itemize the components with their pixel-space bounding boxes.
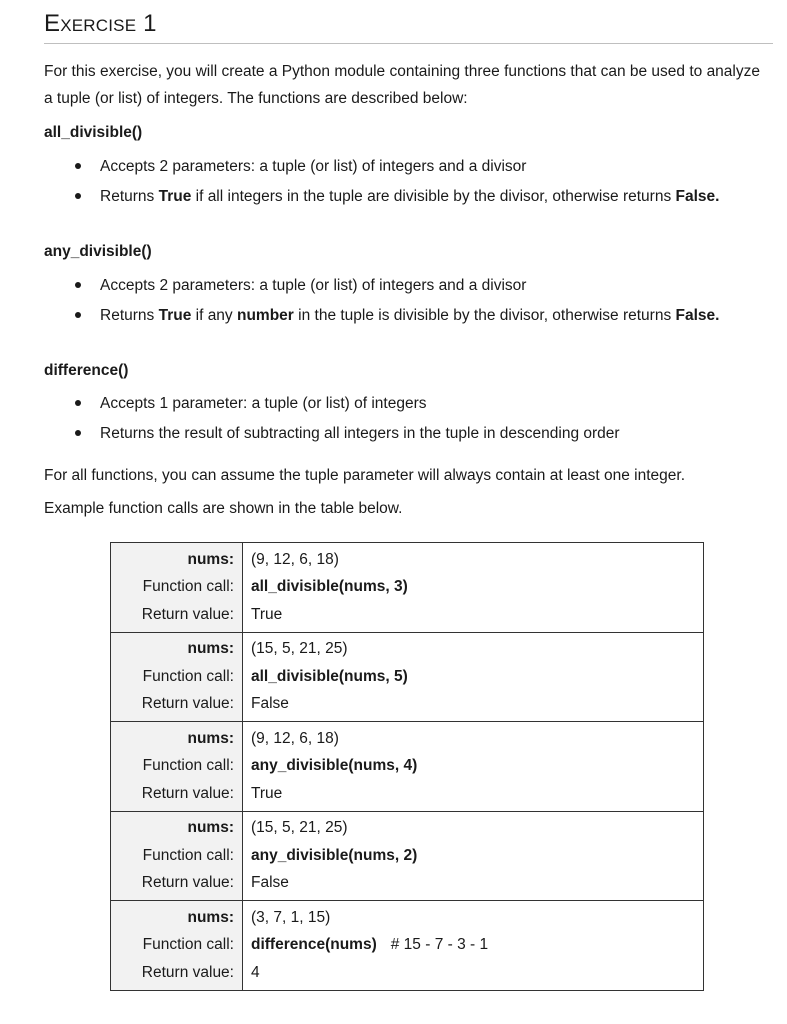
row-value	[243, 632, 704, 663]
row-label: nums:	[111, 543, 243, 574]
row-value	[243, 663, 704, 691]
value-text: True	[251, 605, 283, 623]
row-label: Function call:	[111, 753, 243, 781]
list-item: Returns True if all integers in the tuple are divisible by the divisor, otherwise returns False.	[44, 184, 764, 209]
value-text: difference(nums)	[251, 936, 377, 954]
value-text: 4	[251, 963, 260, 981]
value-text: False	[251, 695, 289, 713]
value-text: (9, 12, 6, 18)	[251, 729, 339, 747]
return-value-row	[111, 601, 704, 632]
value-text: False	[251, 874, 289, 892]
nums-row	[111, 632, 704, 663]
list-item: Accepts 1 parameter: a tuple (or list) of integers	[44, 391, 764, 416]
value-text: (15, 5, 21, 25)	[251, 640, 348, 658]
function-heading-difference: difference()	[44, 362, 129, 379]
row-label: nums:	[111, 722, 243, 753]
title-divider	[44, 43, 773, 44]
row-label: Function call:	[111, 932, 243, 960]
examples-table	[110, 542, 704, 991]
row-value	[243, 753, 704, 781]
nums-row	[111, 543, 704, 574]
row-value	[243, 959, 704, 990]
exercise-title: Exercise 1	[44, 10, 157, 37]
nums-row	[111, 722, 704, 753]
any-divisible-bullets	[44, 273, 764, 333]
row-label: nums:	[111, 632, 243, 663]
function-call-row	[111, 663, 704, 691]
row-label: Return value:	[111, 870, 243, 901]
row-label: Function call:	[111, 663, 243, 691]
value-text: (3, 7, 1, 15)	[251, 908, 331, 926]
row-label: Function call:	[111, 842, 243, 870]
nums-row	[111, 811, 704, 842]
list-item: Returns the result of subtracting all integers in the tuple in descending order	[44, 421, 764, 446]
value-text: (15, 5, 21, 25)	[251, 819, 348, 837]
row-label: Function call:	[111, 574, 243, 602]
row-value	[243, 932, 704, 960]
row-value	[243, 870, 704, 901]
return-value-row	[111, 959, 704, 990]
function-call-row	[111, 842, 704, 870]
list-item: Accepts 2 parameters: a tuple (or list) of integers and a divisor	[44, 154, 764, 179]
table-intro-note: Example function calls are shown in the table below.	[44, 500, 403, 517]
value-text: (9, 12, 6, 18)	[251, 550, 339, 568]
difference-bullets	[44, 391, 764, 451]
row-label: Return value:	[111, 959, 243, 990]
return-value-row	[111, 780, 704, 811]
value-text: any_divisible(nums, 2)	[251, 846, 418, 864]
value-text: all_divisible(nums, 5)	[251, 667, 408, 685]
row-value	[243, 722, 704, 753]
list-item: Returns True if any number in the tuple is divisible by the divisor, otherwise returns False.	[44, 303, 764, 328]
return-value-row	[111, 870, 704, 901]
return-value-row	[111, 691, 704, 722]
call-comment: # 15 - 7 - 3 - 1	[390, 936, 489, 954]
row-value	[243, 780, 704, 811]
row-value	[243, 811, 704, 842]
all-divisible-bullets	[44, 154, 764, 214]
function-heading-any-divisible: any_divisible()	[44, 243, 152, 260]
row-label: nums:	[111, 901, 243, 932]
row-label: nums:	[111, 811, 243, 842]
nums-row	[111, 901, 704, 932]
function-call-row	[111, 753, 704, 781]
assumption-note: For all functions, you can assume the tuple parameter will always contain at least one integer.	[44, 467, 686, 484]
row-value	[243, 691, 704, 722]
function-heading-all-divisible: all_divisible()	[44, 124, 143, 141]
value-text: any_divisible(nums, 4)	[251, 757, 418, 775]
function-call-row	[111, 574, 704, 602]
row-value	[243, 574, 704, 602]
row-label: Return value:	[111, 691, 243, 722]
row-label: Return value:	[111, 780, 243, 811]
value-text: all_divisible(nums, 3)	[251, 578, 408, 596]
list-item: Accepts 2 parameters: a tuple (or list) of integers and a divisor	[44, 273, 764, 298]
function-call-row	[111, 932, 704, 960]
row-label: Return value:	[111, 601, 243, 632]
intro-paragraph: For this exercise, you will create a Python module containing three functions that can be used to analyze a tuple (or list) of integers. The functions are described below:	[44, 63, 760, 107]
row-value	[243, 842, 704, 870]
row-value	[243, 543, 704, 574]
row-value	[243, 901, 704, 932]
value-text: True	[251, 784, 283, 802]
row-value	[243, 601, 704, 632]
